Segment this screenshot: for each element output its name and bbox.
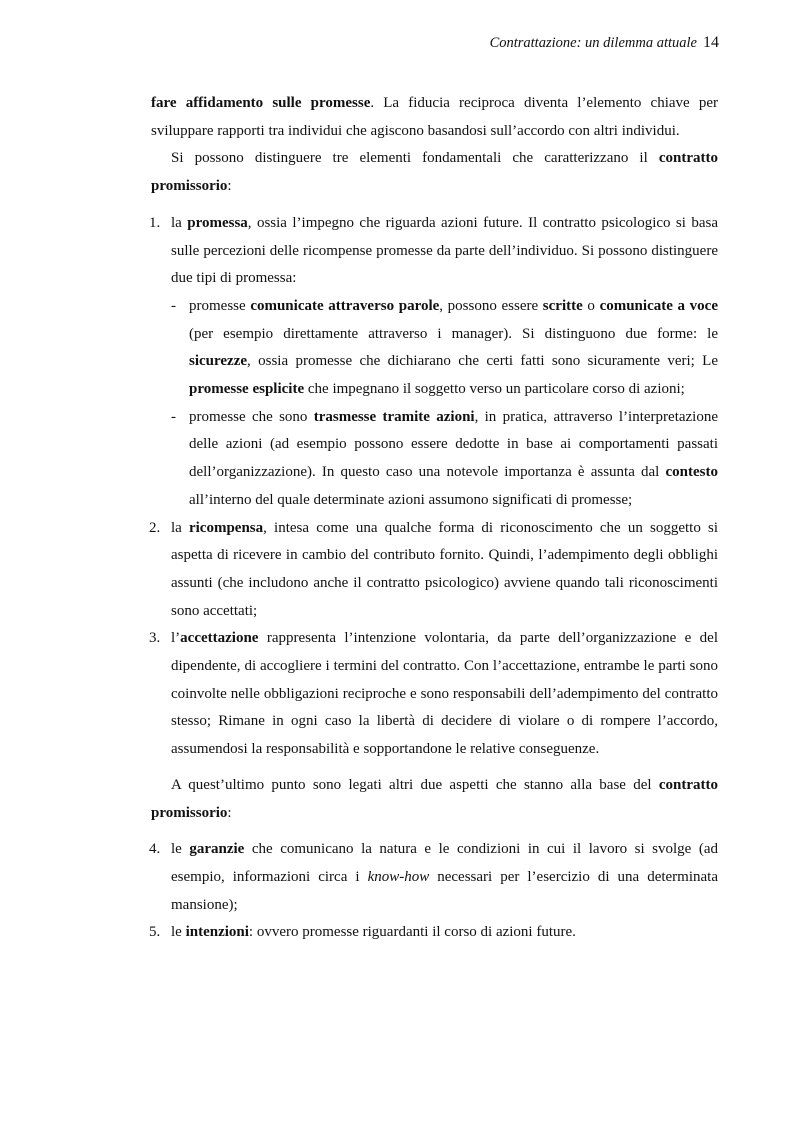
text-run: la [171, 519, 189, 536]
sub-list-item [151, 293, 718, 404]
text-run: necessari per l’esercizio di una determinata mansione); [171, 868, 718, 913]
text-run: A quest’ultimo punto sono legati altri due aspetti che stanno alla base del [171, 776, 659, 793]
sub-list [151, 293, 718, 515]
bold-term: comunicate a voce [599, 297, 718, 314]
paragraph-continued [151, 90, 718, 145]
bold-term: promesse esplicite [189, 381, 305, 398]
text-run: , ossia promesse che dichiarano che certi fatti sono sicuramente veri; Le [247, 353, 718, 370]
text-run: l’ [171, 630, 181, 647]
sub-list-item-text [189, 409, 718, 508]
paragraph-intro [151, 145, 718, 200]
text-run: le [171, 924, 186, 941]
text-run: promesse che sono [189, 408, 314, 425]
bold-term: contratto promissorio [151, 150, 718, 195]
dash-marker: - [171, 408, 176, 425]
bold-term: intenzioni [185, 924, 249, 941]
list-number: 4. [149, 841, 161, 858]
sub-list-item-text [189, 298, 718, 397]
text-run: , possono essere [439, 297, 543, 314]
text-run: le [171, 841, 190, 858]
paragraph-aspects [151, 772, 718, 827]
text-run: che impegnano il soggetto verso un particolare corso di azioni; [304, 381, 685, 398]
text-run: : ovvero promesse riguardanti il corso di azioni future. [248, 924, 576, 941]
text-run: , intesa come una qualche forma di riconoscimento che un soggetto si aspetta di ricevere in cambio del contributo fornito. Quindi, l’adempimento degli obblighi assunti (che includono anche il contratto psicologico) avviene quando tali riconoscimenti sono accettati; [171, 519, 718, 619]
list-item [151, 625, 718, 764]
bold-term: sicurezze [189, 353, 248, 370]
text-run: , in pratica, attraverso l’interpretazione delle azioni (ad esempio possono essere dedotte in base ai comportamenti passati dell’organizzazione). In questo caso una notevole importanza è assunta dal [189, 408, 719, 481]
text-run: : [227, 178, 232, 195]
running-header [490, 34, 719, 52]
bold-term: garanzie [189, 841, 245, 858]
aspects-list [151, 836, 718, 947]
text-run: all’interno del quale determinate azioni assumono significati di promesse; [189, 491, 633, 508]
text-run: , ossia l’impegno che riguarda azioni future. Il contratto psicologico si basa sulle percezioni delle ricompense promesse da parte dell’individuo. Si possono distinguere due tipi di promessa: [171, 214, 718, 287]
bold-term: contesto [665, 464, 718, 481]
bold-term: ricompensa [188, 519, 264, 536]
page-body [151, 90, 718, 947]
text-run: che comunicano la natura e le condizioni in cui il lavoro si svolge (ad esempio, informazioni circa i [171, 841, 718, 885]
list-number: 5. [149, 924, 161, 941]
text-run: : [227, 804, 232, 821]
list-number: 2. [149, 519, 161, 536]
list-item-text [171, 841, 718, 912]
list-item-text [171, 630, 718, 757]
list-item-text [171, 924, 576, 940]
list-item [151, 919, 718, 947]
bold-term: promessa [187, 214, 248, 231]
list-item [151, 836, 718, 919]
bold-term: accettazione [180, 630, 259, 647]
sub-list-item [151, 404, 718, 515]
list-number: 3. [149, 630, 161, 647]
list-item-text [171, 215, 718, 286]
header-title: Contrattazione: un dilemma attuale [489, 35, 697, 51]
text-run: promesse [189, 297, 251, 314]
text-run: o [582, 297, 600, 314]
list-item [151, 515, 718, 626]
list-item-text [171, 520, 718, 619]
text-run: Si possono distinguere tre elementi fondamentali che caratterizzano il [171, 150, 659, 167]
text-run: (per esempio direttamente attraverso i manager). Si distinguono due forme: le [189, 325, 718, 342]
bold-term: scritte [542, 297, 583, 314]
italic-term: know-how [367, 868, 430, 885]
text-run: la [171, 214, 188, 231]
bold-term: contratto promissorio [151, 776, 718, 821]
bold-term: comunicate attraverso parole [250, 297, 440, 314]
bold-term: trasmesse tramite azioni [313, 408, 475, 425]
text-run: . La fiducia reciproca diventa l’elemento chiave per sviluppare rapporti tra individui che agiscono basandosi sull’accordo con altri individui. [151, 95, 719, 139]
bold-term: fare affidamento sulle promesse [151, 95, 371, 111]
list-number: 1. [149, 214, 161, 231]
dash-marker: - [171, 297, 176, 314]
page-number: 14 [703, 34, 719, 51]
elements-list [151, 210, 718, 764]
list-item [151, 210, 718, 515]
text-run: rappresenta l’intenzione volontaria, da parte dell’organizzazione e del dipendente, di accogliere i termini del contratto. Con l’accettazione, entrambe le parti sono coinvolte nelle obbligazioni reciproche e sono responsabili dell’adempimento del contratto stesso; Rimane in ogni caso la libertà di decidere di violare o di rompere l’accordo, assumendosi la responsabilità e sopportandone le relative conseguenze. [171, 630, 718, 758]
